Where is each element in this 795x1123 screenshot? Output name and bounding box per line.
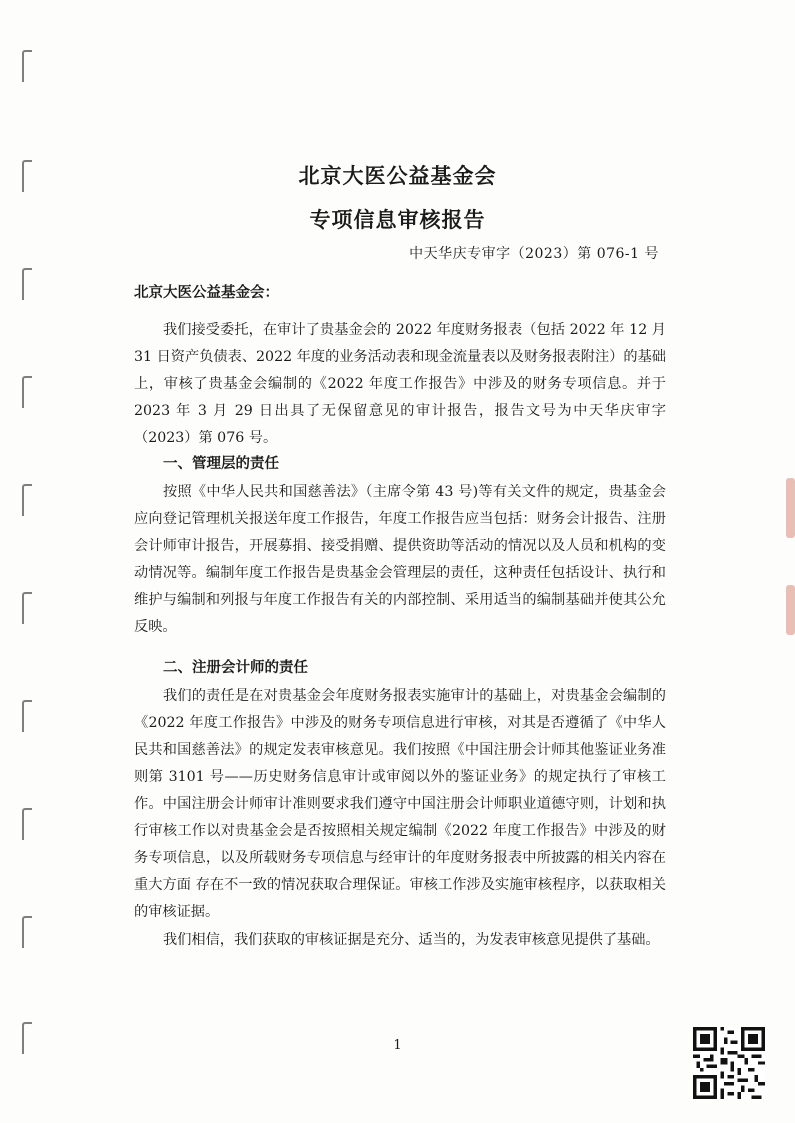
addressee: 北京大医公益基金会： bbox=[134, 285, 279, 301]
binding-mark bbox=[22, 50, 32, 82]
cpa-responsibility-paragraph: 我们的责任是在对贵基金会年度财务报表实施审计的基础上，对贵基金会编制的《2022 年度工作报告》中涉及的财务专项信息进行审核，对其是否遵循了《中华人民共和国慈善法》的规定发表审核意见。我们按照《中国注册会计师其他鉴证业务准则第 3101 号——历史财务信息审计或审阅以外的鉴证业务》的规定执行了审核工作。中国注册会计师审计准则要求我们遵守中国注册会计师职业道德守则，计划和执行审核工作以对贵基金会是否按照相关规定编制《2022 年度工作报告》中涉及的财务专项信息，以及所载财务专项信息与经审计的年度财务报表中所披露的相关内容在重大方面 存在不一致的情况获取合理保证。审核工作涉及实施审核程序，以获取相关的审核证据。 bbox=[134, 688, 666, 920]
section-heading-cpa: 二、注册会计师的责任 bbox=[163, 660, 308, 676]
seal-stamp-edge bbox=[786, 478, 795, 538]
binding-mark bbox=[22, 808, 32, 840]
binding-mark bbox=[22, 484, 32, 516]
page-number: 1 bbox=[393, 1038, 402, 1053]
intro-paragraph: 我们接受委托，在审计了贵基金会的 2022 年度财务报表（包括 2022 年 12 月 31 日资产负债表、2022 年度的业务活动表和现金流量表以及财务报表附注）的基础上，审核了贵基金会编制的《2022 年度工作报告》中涉及的财务专项信息。并于 2023 年 3 月 29 日出具了无保留意见的审计报告，报告文号为中天华庆审字（2023）第 076 号。 bbox=[134, 322, 666, 446]
document-number: 中天华庆专审字（2023）第 076-1 号 bbox=[409, 246, 659, 262]
binding-mark bbox=[22, 700, 32, 732]
binding-mark bbox=[22, 592, 32, 624]
binding-mark bbox=[22, 268, 32, 300]
management-responsibility-paragraph: 按照《中华人民共和国慈善法》（主席令第 43 号)等有关文件的规定，贵基金会应向登记管理机关报送年度工作报告，年度工作报告应当包括：财务会计报告、注册会计师审计报告，开展募捐、接受捐赠、提供资助等活动的情况以及人员和机构的变动情况等。编制年度工作报告是贵基金会管理层的责任，这种责任包括设计、执行和维护与编制和列报与年度工作报告有关的内部控制、采用适当的编制基础并使其公允反映。 bbox=[134, 484, 666, 635]
seal-stamp-edge bbox=[786, 585, 795, 635]
closing-paragraph: 我们相信，我们获取的审核证据是充分、适当的，为发表审核意见提供了基础。 bbox=[163, 932, 660, 948]
qr-code-icon bbox=[693, 1027, 765, 1099]
binding-mark bbox=[22, 376, 32, 408]
binding-mark bbox=[22, 916, 32, 948]
section-heading-management: 一、管理层的责任 bbox=[163, 456, 279, 472]
report-title: 专项信息审核报告 bbox=[309, 208, 486, 232]
report-title-org: 北京大医公益基金会 bbox=[298, 164, 497, 188]
